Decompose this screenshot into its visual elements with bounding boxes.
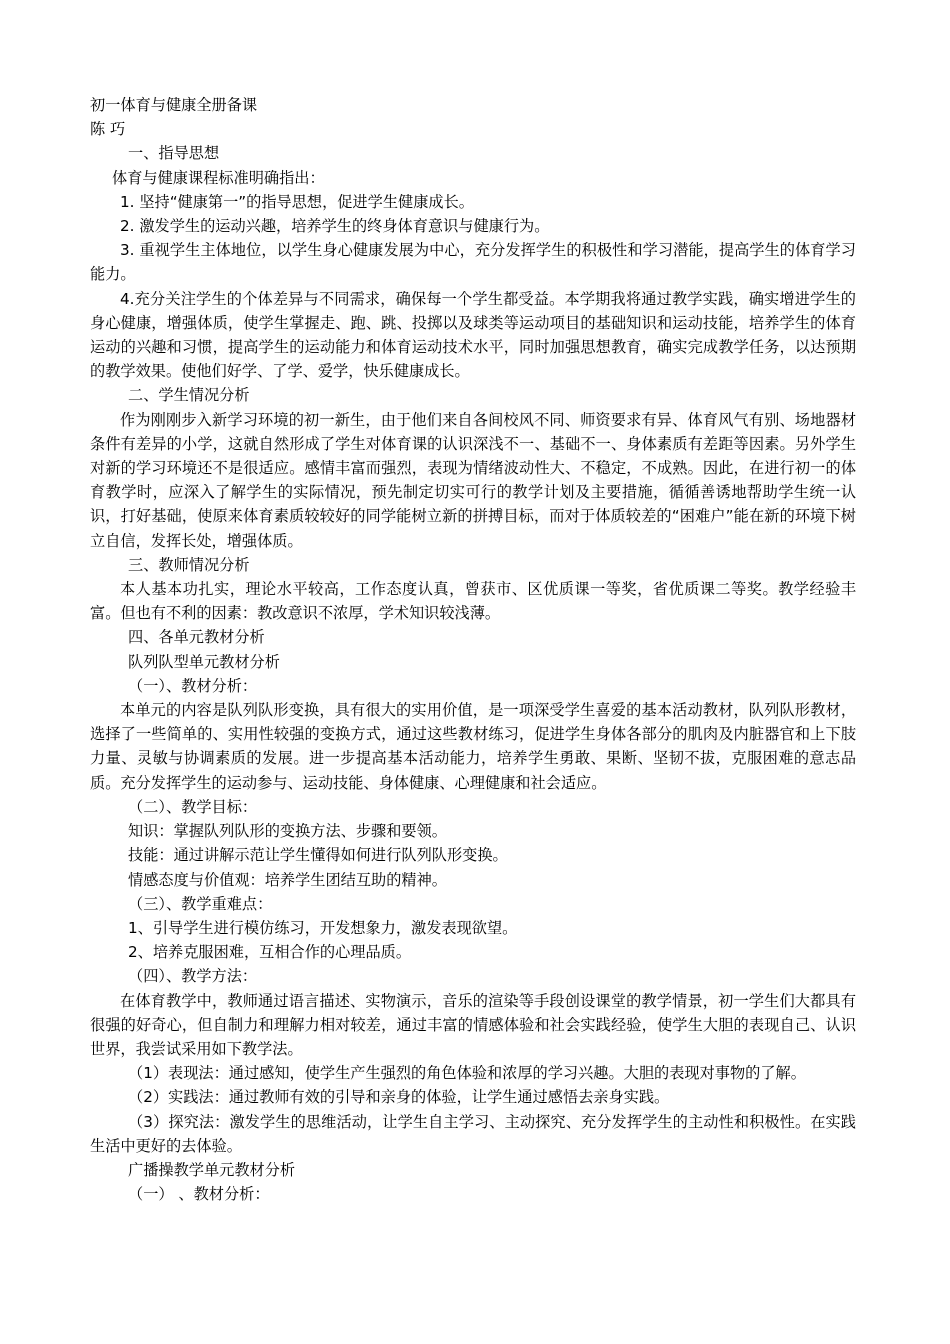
- student-analysis-text: 作为刚刚步入新学习环境的初一新生，由于他们来自各间校风不同、师资要求有异、体育风气有别、场地器材条件有差异的小学，这就自然形成了学生对体育课的认识深浅不一、基础不一、身体素质有差距等因素。另外学生对新的学习环境还不是很适应。感情丰富而强烈，表现为情绪波动性大、不稳定，不成熟。因此，在进行初一的体育教学时，应深入了解学生的实际情况，预先制定切实可行的教学计划及主要措施，循循善诱地帮助学生统一认识，打好基础，使原来体育素质较较好的同学能树立新的拼搏目标，而对于体质较差的“困难户”能在新的环境下树立自信，发挥长处，增强体质。: [90, 410, 856, 550]
- section-heading-teacher-analysis: 三、教师情况分析: [128, 555, 250, 574]
- unit-heading-broadcast-exercise: 广播操教学单元教材分析: [128, 1160, 296, 1179]
- subheading-key-points: （三）、教学重难点：: [128, 894, 273, 913]
- teaching-goal-item: 技能：通过讲解示范让学生懂得如何进行队列队形变换。: [128, 846, 508, 865]
- section-heading-guiding-thought: 一、指导思想: [128, 144, 220, 163]
- document-page: [90, 93, 856, 1206]
- subheading-material-analysis: （一）、教材分析：: [128, 676, 258, 695]
- teaching-method-item: （3）探究法：激发学生的思维活动，让学生自主学习、主动探究、充分发挥学生的主动性和积极性。在实践生活中更好的去体验。: [90, 1112, 856, 1155]
- guiding-thought-intro: 体育与健康课程标准明确指出：: [112, 168, 325, 187]
- teaching-method-item: （1）表现法：通过感知，使学生产生强烈的角色体验和浓厚的学习兴趣。大胆的表现对事物的了解。: [128, 1064, 806, 1083]
- unit-heading-formation: 队列队型单元教材分析: [128, 652, 280, 671]
- material-analysis-text: 本单元的内容是队列队形变换，具有很大的实用价值，是一项深受学生喜爱的基本活动教材，队列队形教材，选择了一些简单的、实用性较强的变换方式，通过这些教材练习，促进学生身体各部分的肌肉及内脏器官和上下肢力量、灵敏与协调素质的发展。进一步提高基本活动能力，培养学生勇敢、果断、坚韧不拔，克服困难的意志品质。充分发挥学生的运动参与、运动技能、身体健康、心理健康和社会适应。: [90, 701, 856, 792]
- guiding-thought-item: 3. 重视学生主体地位，以学生身心健康发展为中心，充分发挥学生的积极性和学习潜能，提高学生的体育学习能力。: [90, 241, 856, 284]
- key-point-item: 1、引导学生进行模仿练习，开发想象力，激发表现欲望。: [128, 918, 518, 937]
- document-title: 初一体育与健康全册备课: [90, 96, 258, 114]
- guiding-thought-item: 1. 坚持“健康第一”的指导思想，促进学生健康成长。: [120, 192, 474, 211]
- section-heading-unit-analysis: 四、各单元教材分析: [128, 628, 265, 647]
- teacher-analysis-text: 本人基本功扎实，理论水平较高，工作态度认真，曾获市、区优质课一等奖，省优质课二等奖。教学经验丰富。但也有不利的因素：教改意识不浓厚，学术知识较浅薄。: [90, 580, 856, 623]
- guiding-thought-item: 4.充分关注学生的个体差异与不同需求，确保每一个学生都受益。本学期我将通过教学实践，确实增进学生的身心健康，增强体质，使学生掌握走、跑、跳、投掷以及球类等运动项目的基础知识和运动技能，培养学生的体育运动的兴趣和习惯，提高学生的运动能力和体育运动技术水平，同时加强思想教育，确实完成教学任务，以达预期的教学效果。使他们好学、了学、爱学，快乐健康成长。: [90, 289, 856, 381]
- teaching-goal-item: 知识：掌握队列队形的变换方法、步骤和要领。: [128, 822, 447, 841]
- document-author: 陈 巧: [90, 120, 126, 139]
- subheading-material-analysis-2: （一） 、教材分析：: [128, 1185, 270, 1204]
- subheading-teaching-methods: （四）、教学方法：: [128, 967, 258, 986]
- subheading-teaching-goals: （二）、教学目标：: [128, 797, 258, 816]
- key-point-item: 2、培养克服困难，互相合作的心理品质。: [128, 943, 412, 962]
- teaching-goal-item: 情感态度与价值观：培养学生团结互助的精神。: [128, 870, 447, 889]
- teaching-methods-text: 在体育教学中，教师通过语言描述、实物演示，音乐的渲染等手段创设课堂的教学情景，初一学生们大都具有很强的好奇心，但自制力和理解力相对较差，通过丰富的情感体验和社会实践经验，使学生大胆的表现自己、认识世界，我尝试采用如下教学法。: [90, 991, 856, 1058]
- section-heading-student-analysis: 二、学生情况分析: [128, 386, 250, 405]
- guiding-thought-item: 2. 激发学生的运动兴趣，培养学生的终身体育意识与健康行为。: [120, 217, 550, 236]
- teaching-method-item: （2）实践法：通过教师有效的引导和亲身的体验，让学生通过感悟去亲身实践。: [128, 1088, 670, 1107]
